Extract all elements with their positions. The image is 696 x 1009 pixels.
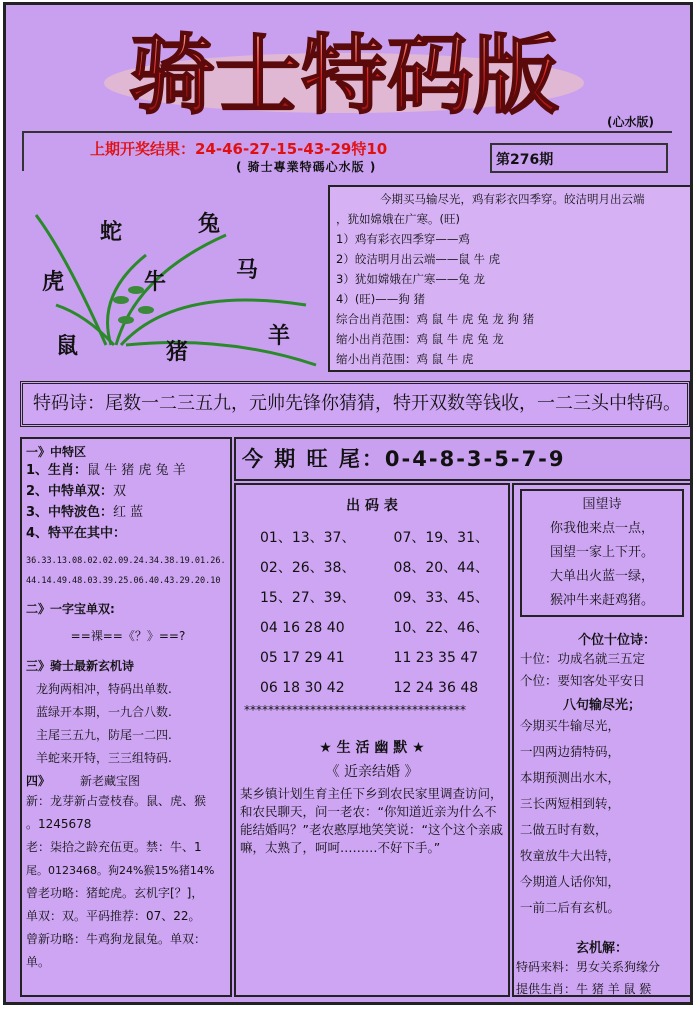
item-label: 3、中特波色：	[26, 505, 114, 520]
zodiac-rat: 鼠	[56, 333, 79, 359]
section-title-row	[22, 772, 230, 790]
map-line: 。1245678	[26, 817, 92, 831]
section-title: 玄机解：	[575, 941, 628, 956]
table-cell: 06 18 30 42	[260, 680, 345, 696]
subtitle: ( 骑士專業特碼心水版 )	[236, 160, 377, 174]
list-item	[22, 481, 230, 502]
item-value: 鼠 牛 猪 虎 兔 羊	[87, 463, 186, 478]
table-cell: 09、33、45、	[393, 590, 489, 606]
poem-line: 个位：要知客处平安日	[520, 673, 646, 688]
table-row	[236, 553, 508, 583]
riddle-line: ，犹如嫦娥在广寒。(旺)	[336, 212, 460, 226]
poem-line: 提供生肖：牛 猪 羊 鼠 猴	[516, 982, 652, 996]
zodiac-snake: 蛇	[100, 219, 123, 245]
map-line: 曾新功略：牛鸡狗龙鼠兔。单双：	[26, 932, 207, 946]
poem-line: 本期预测出水木，	[520, 770, 621, 785]
page	[3, 2, 693, 1005]
left-column	[20, 437, 232, 997]
section-title: 四》	[26, 774, 51, 788]
riddle-line: 缩小出肖范围：鸡 鼠 牛 虎	[336, 352, 474, 366]
table-row	[236, 583, 508, 613]
poem-line: 今期买牛输尽光，	[520, 718, 621, 733]
edition-label: (心水版)	[607, 115, 654, 129]
title-logo	[94, 13, 594, 123]
poem-line: 龙狗两相冲，特码出单数.	[36, 682, 172, 696]
riddle-line: 3）犹如嫦娥在广寒——兔 龙	[336, 272, 485, 286]
divider	[22, 131, 672, 133]
item-value: 双	[113, 484, 127, 499]
table-cell: 05 17 29 41	[260, 650, 345, 666]
list-item	[22, 502, 230, 523]
table-row	[236, 643, 508, 673]
right-column	[512, 483, 692, 997]
table-cell: 01、13、37、	[260, 530, 356, 546]
riddle-line: 综合出肖范围：鸡 鼠 牛 虎 兔 龙 狗 猪	[336, 312, 535, 326]
table-cell: 08、20、44、	[393, 560, 489, 576]
humor-subtitle: 《 近亲结婚 》	[325, 764, 419, 780]
poem-line: 今期道人话你知，	[520, 874, 621, 889]
poem-line: 二做五时有数，	[520, 822, 608, 837]
number-table	[236, 523, 508, 703]
table-cell: 04 16 28 40	[260, 620, 345, 636]
poem-line: 一前二后有玄机。	[520, 900, 621, 915]
table-cell: 02、26、38、	[260, 560, 356, 576]
issue-number: 第276期	[490, 143, 668, 173]
zodiac-illustration	[26, 195, 326, 370]
map-line: 新：龙芽新占壹枝春。鼠、虎、猴	[26, 794, 207, 808]
poem-line: 大单出火蓝一绿，	[549, 569, 654, 584]
section-title: 二》一字宝单双:	[26, 602, 115, 616]
lucky-tail-numbers: 今 期 旺 尾：0-4-8-3-5-7-9	[234, 437, 692, 481]
map-line: 尾。0123468。狗24%猴15%猪14%	[26, 864, 215, 877]
poem-line: 猴冲牛来赶鸡猪。	[549, 593, 654, 608]
riddle-line: 今期买马输尽光，鸡有彩衣四季穿。皎洁明月出云端	[380, 192, 645, 206]
zodiac-goat: 羊	[268, 323, 291, 349]
map-line: 曾老功略：猪蛇虎。玄机字[？]，	[26, 886, 204, 900]
poem-line: 十位：功成名就三五定	[520, 651, 646, 666]
section-title: 八句输尽光；	[562, 698, 641, 713]
humor-text: 某乡镇计划生育主任下乡到农民家里调查访问，和农民聊天，问一老农：“你知道近亲为什么不能结婚吗？”老农憨厚地笑笑说：“这个这个亲戚嘛，太熟了，呵呵………不好下手。”	[240, 786, 503, 855]
zodiac-tiger: 虎	[42, 269, 65, 295]
riddle-line: 缩小出肖范围：鸡 鼠 牛 虎 兔 龙	[336, 332, 504, 346]
single-double-value: ==裸==《？》==?	[70, 629, 186, 643]
poem-line: 羊蛇来开特，三三组特码.	[36, 751, 172, 765]
divider	[22, 131, 24, 171]
list-item	[22, 460, 230, 481]
poem-title: 国望诗	[582, 497, 622, 512]
last-result: 上期开奖结果：24-46-27-15-43-29特10	[90, 140, 388, 158]
poem-line: 国望一家上下开。	[549, 545, 654, 560]
title-text: 骑士特码版	[129, 25, 559, 123]
number-list: 44.14.49.48.03.39.25.06.40.43.29.20.10	[26, 576, 221, 586]
poem-line: 你我他来点一点，	[549, 521, 654, 536]
table-row	[236, 673, 508, 703]
number-list: 36.33.13.08.02.02.09.24.34.38.19.01.26.	[26, 556, 226, 566]
section-title: 一》中特区	[26, 445, 87, 459]
zodiac-horse: 马	[236, 257, 259, 283]
star-divider: *************************************	[244, 703, 466, 717]
item-label: 2、中特单双：	[26, 484, 114, 499]
item-value: 红 蓝	[113, 505, 144, 520]
map-line: 单双：双。平码推荐：07、22。	[26, 909, 201, 923]
riddle-line: 2）皎洁明月出云端——鼠 牛 虎	[336, 252, 501, 266]
table-cell: 11 23 35 47	[393, 650, 479, 666]
item-label: 1、生肖：	[26, 463, 88, 478]
poem-line: 主尾三五九，防尾一二四.	[36, 728, 172, 742]
middle-column	[234, 483, 510, 997]
humor-title: ★ 生 活 幽 默 ★	[319, 740, 425, 756]
zodiac-pig: 猪	[166, 339, 189, 365]
poem-line: 蓝绿开本期，一九合八数.	[36, 705, 172, 719]
poem-line: 一四两边猜特码，	[520, 744, 621, 759]
zodiac-ox: 牛	[144, 269, 167, 295]
table-cell: 15、27、39、	[260, 590, 356, 606]
poem-line: 三长两短相到转，	[520, 796, 621, 811]
section-title: 个位十位诗：	[577, 633, 656, 648]
table-cell: 12 24 36 48	[393, 680, 479, 696]
section-title: 三》骑士最新玄机诗	[26, 659, 135, 673]
riddle-line: 4）(旺)——狗 猪	[336, 292, 425, 306]
table-row	[236, 523, 508, 553]
table-cell: 10、22、46、	[393, 620, 489, 636]
table-cell: 07、19、31、	[393, 530, 489, 546]
guowang-poem	[520, 489, 684, 617]
poem-line: 特码来料：男女关系狗缘分	[516, 960, 661, 974]
poem-line: 牧童放牛大出特，	[520, 848, 621, 863]
item-label: 4、特平在其中：	[26, 526, 127, 541]
riddle-box	[328, 185, 693, 372]
zodiac-rabbit: 兔	[198, 211, 221, 237]
list-item	[22, 523, 230, 544]
map-line: 单。	[26, 955, 51, 969]
chuma-title: 出 码 表	[346, 498, 398, 514]
riddle-line: 1）鸡有彩衣四季穿——鸡	[336, 232, 470, 246]
table-row	[236, 613, 508, 643]
special-poem: 特码诗：尾数一二三五九，元帅先锋你猜猜，特开双数等钱收，一二三头中特码。	[20, 381, 690, 427]
map-line: 老：柒拾之龄充伍更。禁：牛、1	[26, 840, 202, 854]
treasure-map-title: 新老藏宝图	[80, 774, 141, 788]
